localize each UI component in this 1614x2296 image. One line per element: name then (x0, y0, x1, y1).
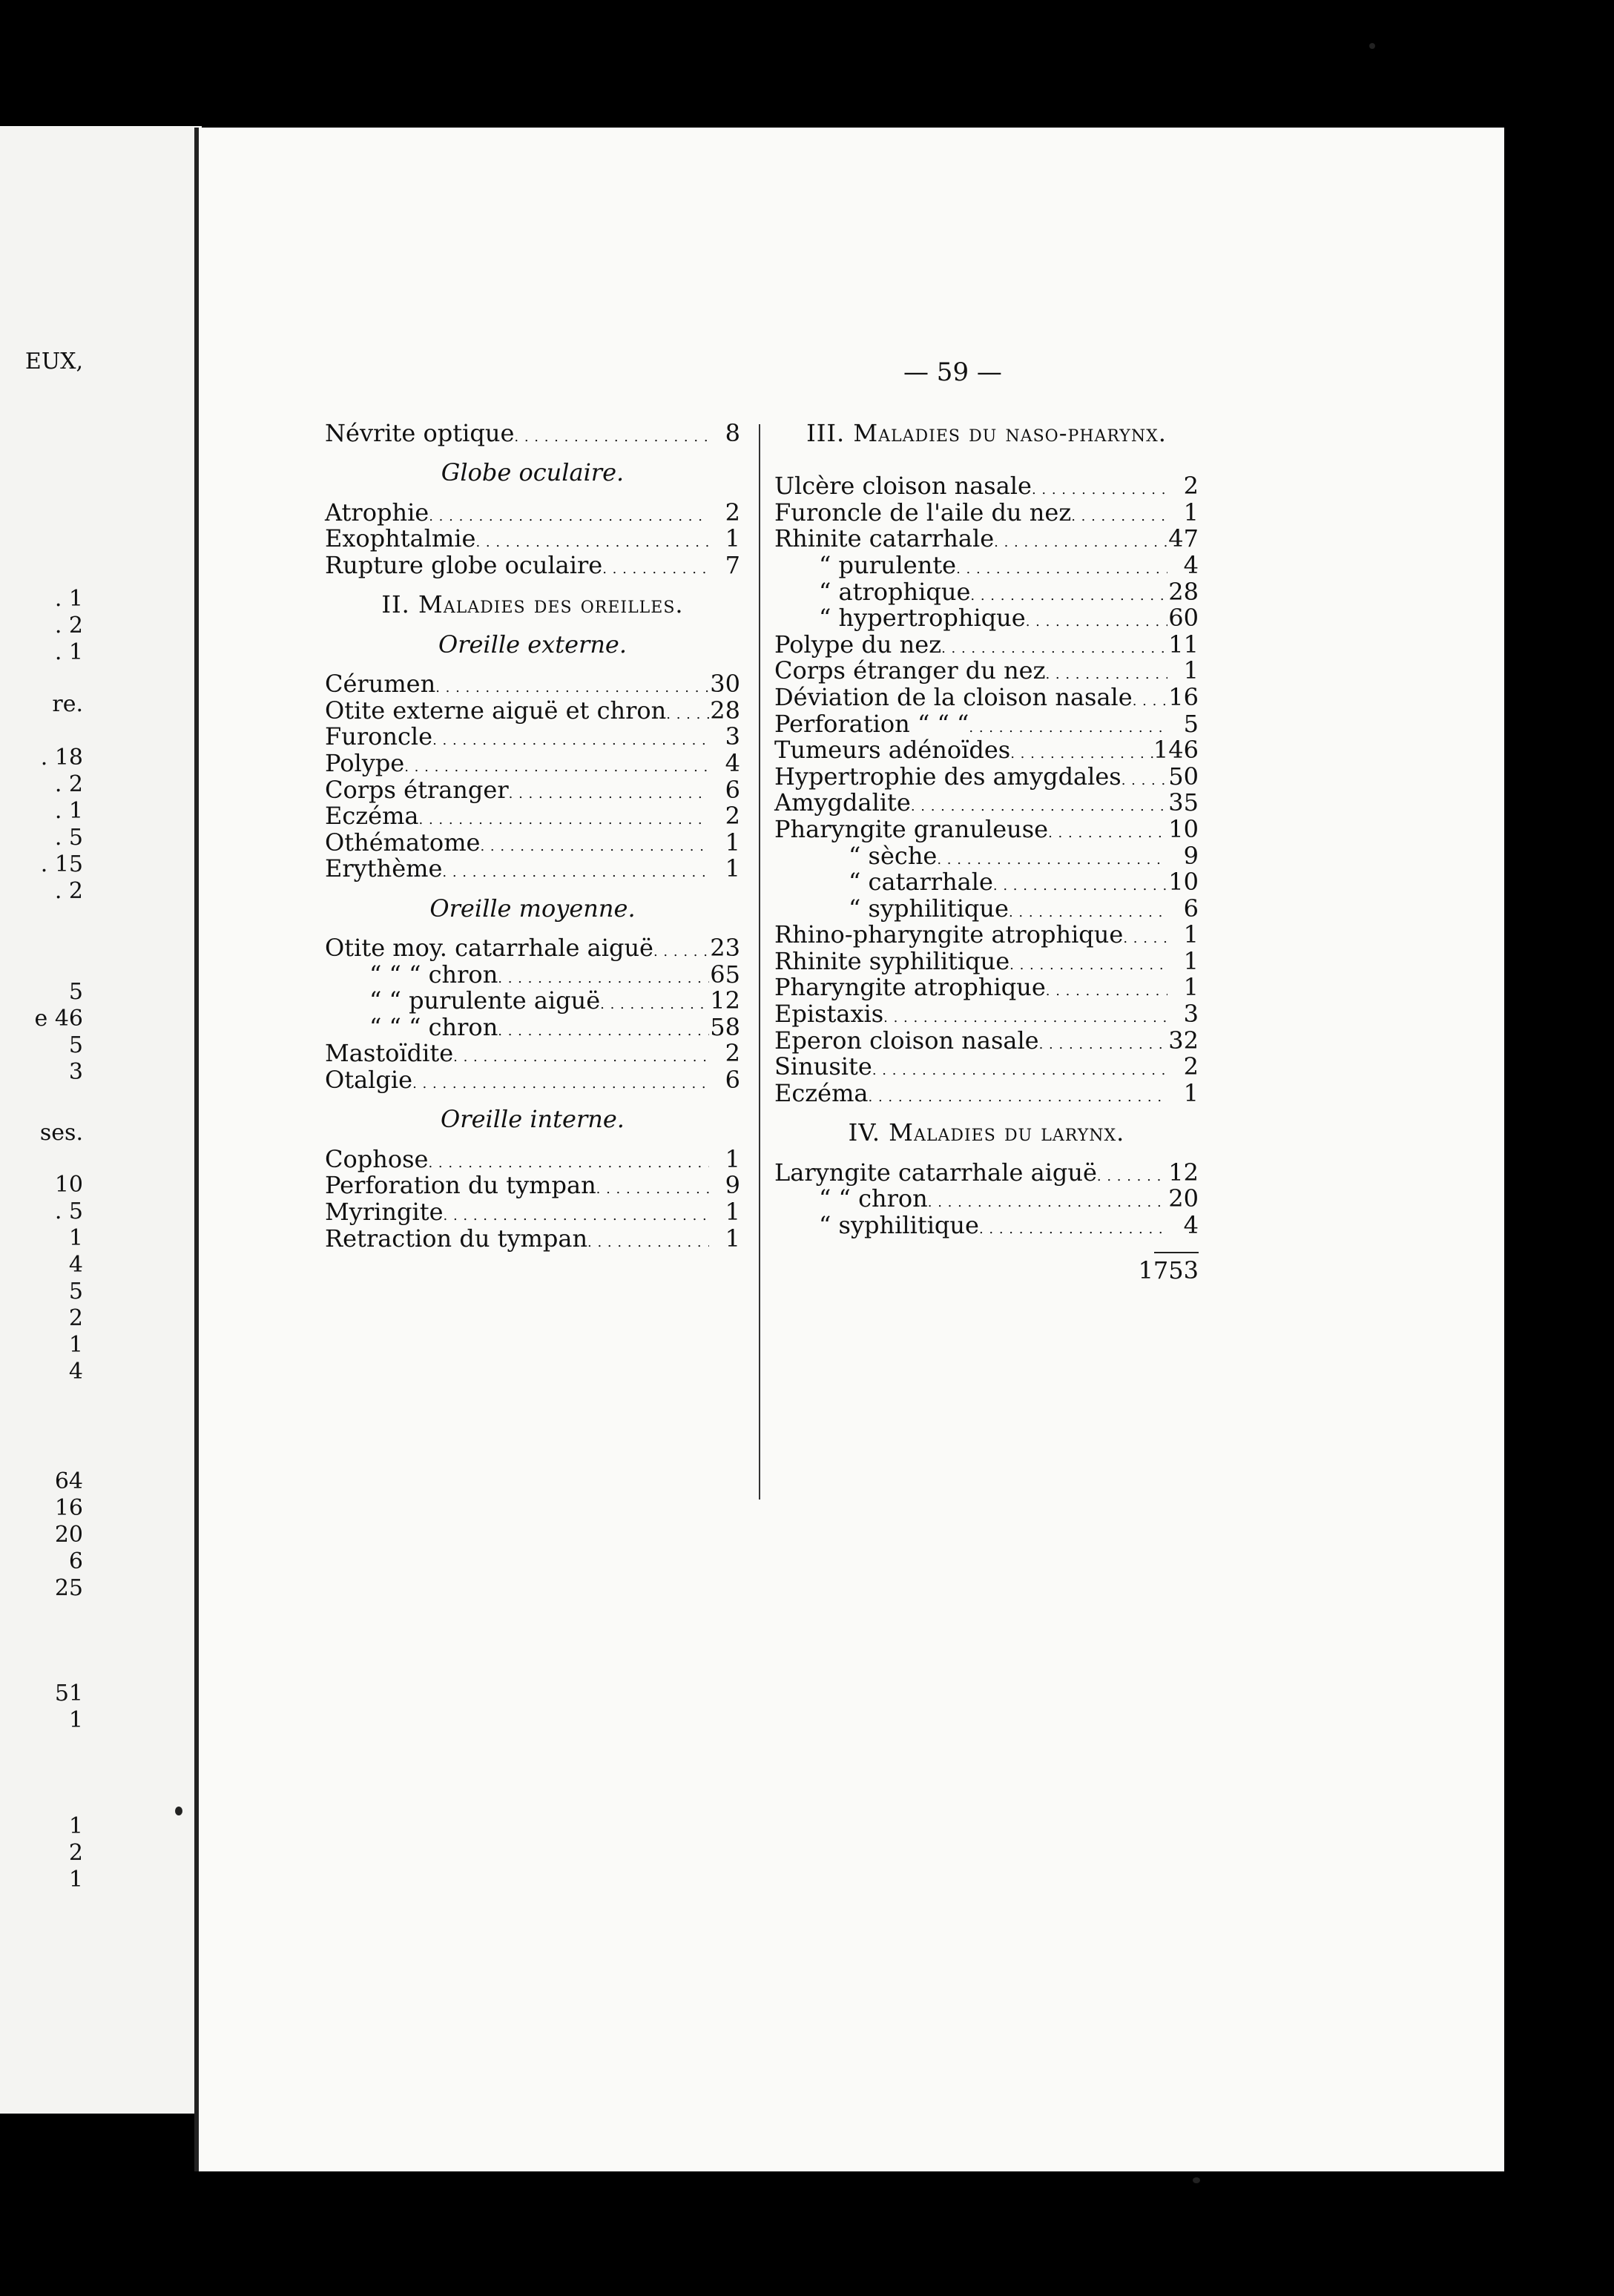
table-row (325, 1144, 740, 1173)
column-divider (759, 424, 760, 1500)
fragment-text: EUX, (24, 349, 83, 375)
row-count: 50 (1168, 762, 1199, 791)
fragment-text: . 5 (54, 825, 83, 851)
row-count: 1 (1183, 973, 1199, 1002)
fragment-text: 6 (68, 1548, 83, 1574)
row-label: Rhinite catarrhale (774, 524, 995, 553)
fragment-text: 1 (68, 1867, 83, 1893)
row-count: 1 (1183, 946, 1199, 975)
row-label: “ atrophique (819, 577, 971, 606)
dot-leader (1046, 974, 1167, 1005)
fragment-text: 1 (68, 1813, 83, 1839)
fragment-text: . 18 (40, 745, 83, 771)
document-page (194, 128, 1504, 2171)
table-row (774, 1078, 1199, 1107)
dot-leader (1121, 764, 1167, 794)
fragment-text: ses. (39, 1120, 83, 1146)
dot-leader (442, 856, 709, 886)
table-row (325, 552, 740, 579)
row-label: Mastoïdite (325, 1039, 454, 1068)
row-label: Pharyngite granuleuse (774, 814, 1049, 843)
dot-leader (956, 552, 1167, 583)
row-label: Corps étranger du nez (774, 656, 1046, 685)
row-count: 3 (725, 722, 740, 751)
table-row (774, 922, 1199, 949)
dot-leader (666, 698, 709, 728)
fragment-text: 20 (54, 1522, 83, 1548)
table-row (774, 1186, 1199, 1213)
dot-leader (480, 830, 709, 860)
row-count: 1 (1183, 656, 1199, 685)
table-row (325, 526, 740, 552)
table-row (774, 500, 1199, 527)
dot-leader (600, 988, 709, 1018)
dot-leader (432, 724, 709, 754)
row-count: 12 (710, 986, 740, 1015)
table-row (774, 843, 1199, 870)
row-label: Névrite optique (325, 419, 515, 447)
row-count: 58 (710, 1012, 740, 1041)
table-row (774, 473, 1199, 500)
row-count: 1 (1183, 498, 1199, 527)
row-label: Ulcère cloison nasale (774, 472, 1032, 501)
row-label: Amygdalite (774, 788, 911, 817)
row-label: Sinusite (774, 1052, 872, 1081)
row-count: 16 (1168, 682, 1199, 711)
table-row (325, 830, 740, 857)
row-label: Eperon cloison nasale (774, 1026, 1039, 1055)
row-count: 7 (725, 550, 740, 579)
row-label: Cophose (325, 1144, 429, 1173)
row-label: “ syphilitique (819, 1210, 979, 1239)
row-label: Atrophie (325, 498, 429, 527)
table-row (325, 420, 740, 447)
row-count: 32 (1168, 1026, 1199, 1055)
row-count: 8 (725, 419, 740, 447)
row-count: 60 (1168, 604, 1199, 633)
section-heading: IV. Maladies du larynx. (848, 1118, 1125, 1147)
fragment-text: . 5 (54, 1198, 83, 1224)
table-row (325, 1012, 740, 1041)
table-row (774, 974, 1199, 1001)
fragment-text: . 1 (54, 586, 83, 612)
row-label: Myringite (325, 1198, 444, 1227)
table-row (325, 777, 740, 804)
row-count: 9 (725, 1171, 740, 1200)
dot-leader (872, 1054, 1167, 1084)
dot-leader (869, 1081, 1168, 1111)
fragment-text: . 2 (54, 771, 83, 797)
row-count: 4 (1183, 1210, 1199, 1239)
row-count: 28 (1168, 577, 1199, 606)
fragment-text: 10 (54, 1172, 83, 1198)
table-row (774, 946, 1199, 975)
row-label: Perforation du tympan (325, 1171, 596, 1200)
row-count: 47 (1168, 524, 1199, 553)
dot-leader (1071, 500, 1167, 530)
table-row (774, 632, 1199, 659)
table-row (774, 684, 1199, 711)
dot-leader (587, 1226, 709, 1256)
dot-leader (979, 1213, 1167, 1243)
row-label: Tumeurs adénoïdes (774, 736, 1011, 765)
table-row (774, 1001, 1199, 1028)
fragment-text: 16 (54, 1495, 83, 1521)
row-count: 10 (1168, 814, 1199, 843)
row-count: 1 (725, 1224, 740, 1253)
row-label: Laryngite catarrhale aiguë (774, 1158, 1097, 1187)
subsection-heading: Oreille interne. (441, 1105, 625, 1134)
table-row (774, 790, 1199, 817)
row-label: Cérumen (325, 670, 436, 699)
row-label: Eczéma (774, 1078, 869, 1107)
fragment-text: 3 (68, 1059, 83, 1085)
row-label: Exophtalmie (325, 524, 476, 553)
table-row (325, 935, 740, 962)
row-count: 20 (1168, 1184, 1199, 1213)
dot-leader (1133, 684, 1167, 715)
row-count: 65 (710, 960, 740, 989)
row-count: 1 (725, 1144, 740, 1173)
dot-leader (1123, 922, 1167, 952)
row-label: Hypertrophie des amygdales (774, 762, 1121, 791)
row-label: Pharyngite atrophique (774, 973, 1046, 1002)
row-label: Epistaxis (774, 1000, 884, 1029)
fragment-text: . 1 (54, 798, 83, 824)
dot-leader (509, 777, 709, 808)
table-row (325, 1040, 740, 1067)
left-column (325, 420, 740, 1252)
row-count: 1 (725, 524, 740, 553)
table-row (774, 1160, 1199, 1187)
table-row (325, 803, 740, 830)
row-count: 3 (1183, 1000, 1199, 1029)
table-row (774, 896, 1199, 923)
subsection-heading: Globe oculaire. (441, 458, 625, 487)
row-count: 2 (1183, 1052, 1199, 1081)
table-row (774, 869, 1199, 896)
table-row (325, 1067, 740, 1094)
row-label: Déviation de la cloison nasale (774, 682, 1133, 711)
fragment-text: 1 (68, 1332, 83, 1358)
dot-leader (453, 1040, 709, 1071)
table-row (325, 988, 740, 1015)
row-label: “ purulente (819, 550, 957, 579)
row-label: Otite moy. catarrhale aiguë (325, 934, 653, 963)
row-label: Eczéma (325, 802, 419, 831)
table-row (325, 748, 740, 777)
row-count: 11 (1168, 630, 1199, 659)
row-count: 1 (725, 828, 740, 857)
subsection-heading: Oreille externe. (438, 630, 628, 659)
scan-speck (175, 1807, 182, 1815)
table-row (774, 579, 1199, 606)
row-label: “ “ purulente aiguë (369, 986, 601, 1015)
row-label: Othématome (325, 828, 481, 857)
dot-leader (653, 935, 709, 966)
total-rule (1154, 1252, 1199, 1253)
fragment-text: 4 (68, 1252, 83, 1278)
row-count: 5 (1183, 709, 1199, 738)
row-count: 23 (710, 934, 740, 963)
page-number: — 59 — (903, 357, 1002, 387)
table-row (325, 671, 740, 698)
row-count: 6 (725, 775, 740, 804)
right-column (774, 420, 1199, 1284)
fragment-text: . 15 (40, 851, 83, 877)
row-count: 9 (1183, 841, 1199, 870)
section-heading: III. Maladies du naso-pharynx. (806, 419, 1167, 447)
fragment-text: 5 (68, 1279, 83, 1304)
table-row (325, 724, 740, 751)
table-row (325, 1226, 740, 1253)
row-label: “ “ “ chron (369, 1012, 498, 1041)
dot-leader (1097, 1160, 1167, 1190)
fragment-text: 64 (54, 1468, 83, 1494)
row-label: Retraction du tympan (325, 1224, 588, 1253)
row-count: 1 (725, 1198, 740, 1227)
fragment-text: e 46 (34, 1006, 83, 1032)
row-label: Polype du nez (774, 630, 942, 659)
fragment-text: 2 (68, 1840, 83, 1866)
row-count: 28 (710, 696, 740, 725)
row-count: 35 (1168, 788, 1199, 817)
table-row (774, 552, 1199, 579)
table-row (774, 1054, 1199, 1081)
row-label: Rupture globe oculaire (325, 550, 603, 579)
row-count: 6 (725, 1066, 740, 1095)
table-row (774, 814, 1199, 843)
row-count: 2 (725, 498, 740, 527)
dot-leader (1039, 1028, 1167, 1058)
dot-leader (1026, 605, 1167, 636)
fragment-text: re. (52, 691, 83, 717)
fragment-text: 4 (68, 1359, 83, 1385)
fragment-text: 2 (68, 1305, 83, 1331)
row-count: 2 (1183, 472, 1199, 501)
dot-leader (1048, 817, 1167, 847)
row-label: “ “ chron (819, 1184, 928, 1213)
grand-total: 1753 (1138, 1256, 1199, 1285)
row-label: “ sèche (849, 841, 938, 870)
table-row (774, 737, 1199, 764)
row-count: 4 (725, 748, 740, 777)
row-label: Furoncle (325, 722, 433, 751)
fragment-text: 51 (54, 1680, 83, 1706)
table-row (774, 526, 1199, 552)
table-row (774, 1210, 1199, 1239)
row-label: “ “ “ chron (369, 960, 498, 989)
row-count: 1 (1183, 920, 1199, 949)
row-count: 2 (725, 802, 740, 831)
table-row (325, 962, 740, 989)
row-count: 30 (710, 670, 740, 699)
table-row (774, 658, 1199, 684)
row-label: “ catarrhale (849, 868, 993, 897)
table-row (325, 698, 740, 725)
table-row (325, 1199, 740, 1226)
row-label: “ syphilitique (849, 894, 1009, 923)
dot-leader (994, 526, 1167, 556)
row-count: 1 (725, 854, 740, 883)
row-label: Rhino-pharyngite atrophique (774, 920, 1124, 949)
section-heading: II. Maladies des oreilles. (381, 590, 684, 619)
row-label: Otalgie (325, 1066, 413, 1095)
fragment-text: 5 (68, 1032, 83, 1058)
scan-speck (1369, 43, 1375, 49)
fragment-text: 1 (68, 1707, 83, 1733)
subsection-heading: Oreille moyenne. (429, 894, 636, 923)
dot-leader (498, 1015, 709, 1045)
row-count: 4 (1183, 550, 1199, 579)
row-label: Rhinite syphilitique (774, 946, 1010, 975)
table-row (774, 711, 1199, 738)
fragment-text: 25 (54, 1575, 83, 1601)
row-count: 10 (1168, 868, 1199, 897)
row-label: Furoncle de l'aile du nez (774, 498, 1072, 527)
table-row (325, 500, 740, 527)
row-count: 2 (725, 1039, 740, 1068)
row-count: 12 (1168, 1158, 1199, 1187)
table-row (325, 856, 740, 883)
dot-leader (993, 869, 1167, 900)
row-label: Erythème (325, 854, 443, 883)
row-label: Otite externe aiguë et chron (325, 696, 667, 725)
scan-speck (1193, 2177, 1200, 2183)
row-label: Corps étranger (325, 775, 509, 804)
row-label: “ hypertrophique (819, 604, 1026, 633)
fragment-text: 1 (68, 1225, 83, 1251)
dot-leader (596, 1172, 709, 1203)
dot-leader (602, 552, 709, 583)
dot-leader (412, 1067, 709, 1098)
table-row (774, 605, 1199, 632)
row-label: Polype (325, 748, 405, 777)
row-count: 6 (1183, 894, 1199, 923)
fragment-text: . 2 (54, 613, 83, 639)
table-row (774, 1028, 1199, 1055)
table-row (325, 1172, 740, 1199)
facing-page-fragment (0, 126, 202, 2114)
fragment-text: 5 (68, 979, 83, 1005)
fragment-text: . 1 (54, 639, 83, 665)
dot-leader (514, 420, 709, 451)
fragment-text: . 2 (54, 878, 83, 904)
table-row (774, 764, 1199, 791)
row-count: 1 (1183, 1078, 1199, 1107)
row-label: Perforation “ “ “ (774, 709, 969, 738)
row-count: 146 (1153, 736, 1199, 765)
